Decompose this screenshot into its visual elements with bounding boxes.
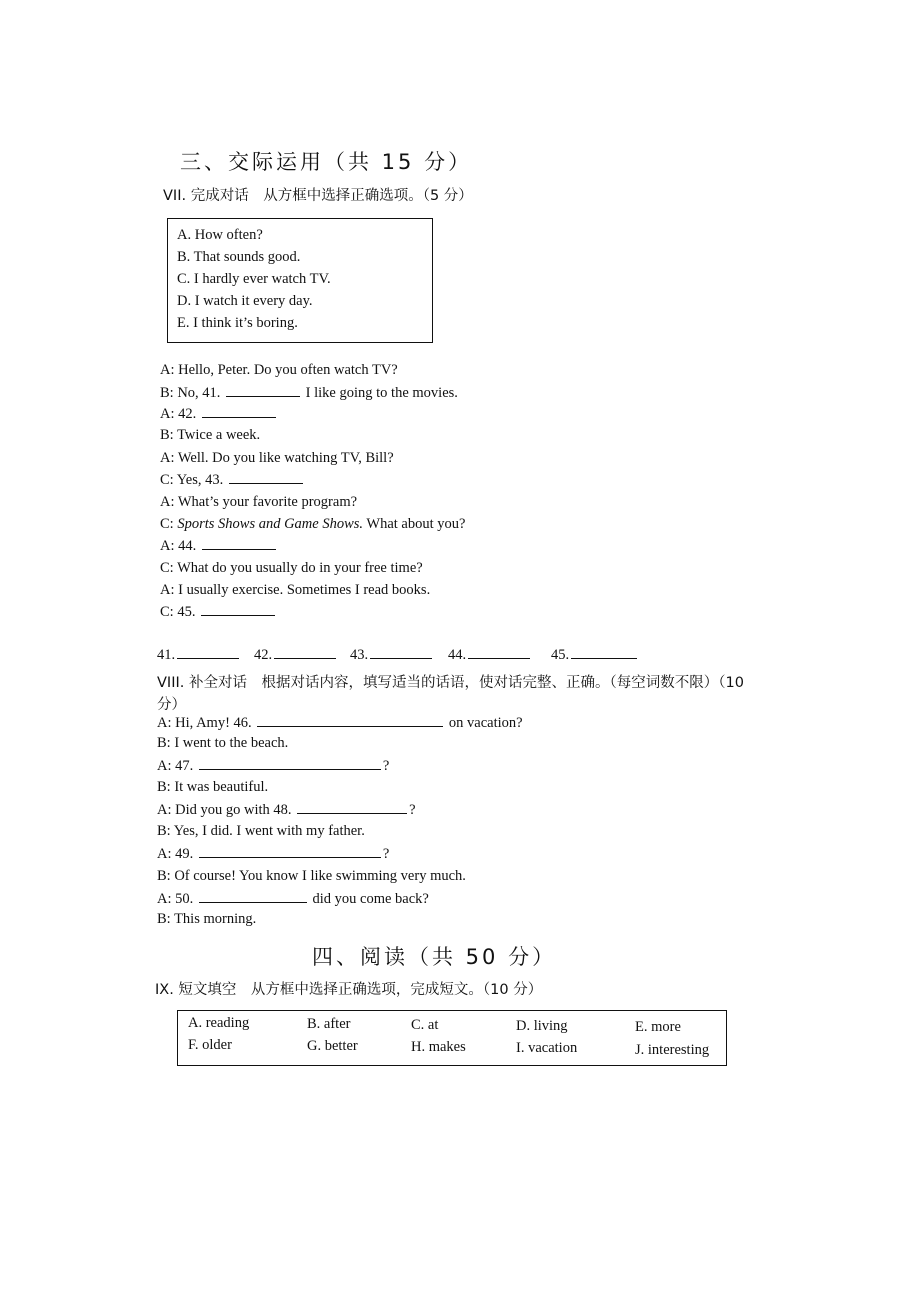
option-c: C. I hardly ever watch TV. [177, 271, 331, 287]
answer-slot-42: 42. [254, 646, 338, 664]
dialogue-line: B: I went to the beach. [157, 735, 289, 751]
answer-slot-43: 43. [350, 646, 434, 664]
answer-blank-41[interactable] [226, 384, 300, 397]
option-e: E. I think it’s boring. [177, 315, 298, 331]
option-b: B. That sounds good. [177, 249, 301, 265]
dialogue-line: A: 47. ? [157, 758, 390, 774]
part-7-options-box [167, 218, 433, 343]
answer-line-45[interactable] [571, 646, 637, 659]
word-option-c: C. at [411, 1017, 439, 1033]
dialogue-line: A: What’s your favorite program? [160, 494, 358, 510]
answer-blank-42[interactable] [202, 405, 276, 418]
dialogue-line: A: 44. [160, 537, 278, 555]
part-9-options-box [177, 1010, 727, 1066]
dialogue-line: B: Of course! You know I like swimming very much. [157, 868, 466, 884]
dialogue-line: B: Yes, I did. I went with my father. [157, 823, 365, 839]
option-a: A. How often? [177, 227, 263, 243]
dialogue-line: C: Sports Shows and Game Shows. What about you? [160, 516, 466, 532]
answer-blank-46[interactable] [257, 714, 443, 727]
dialogue-line: A: 42. [160, 405, 278, 423]
dialogue-line: A: Hello, Peter. Do you often watch TV? [160, 362, 398, 378]
word-option-b: B. after [307, 1016, 351, 1032]
program-names: Sports Shows and Game Shows. [177, 516, 364, 532]
section-4-heading: 四、阅读（共 50 分） [312, 945, 557, 969]
answer-line-44[interactable] [468, 646, 530, 659]
word-option-a: A. reading [188, 1015, 250, 1031]
dialogue-line: A: Well. Do you like watching TV, Bill? [160, 450, 394, 466]
word-option-h: H. makes [411, 1039, 466, 1055]
word-option-e: E. more [635, 1019, 681, 1035]
word-option-g: G. better [307, 1038, 358, 1054]
answer-line-42[interactable] [274, 646, 336, 659]
word-option-f: F. older [188, 1037, 232, 1053]
answer-blank-45[interactable] [201, 603, 275, 616]
dialogue-line: B: It was beautiful. [157, 779, 269, 795]
dialogue-line: A: Did you go with 48. ? [157, 802, 416, 818]
answer-blank-43[interactable] [229, 471, 303, 484]
answer-blank-50[interactable] [199, 890, 307, 903]
word-option-j: J. interesting [635, 1042, 710, 1058]
dialogue-line: C: 45. [160, 603, 277, 621]
answer-blank-47[interactable] [199, 757, 381, 770]
answer-line-43[interactable] [370, 646, 432, 659]
dialogue-line: A: I usually exercise. Sometimes I read books. [160, 582, 431, 598]
answer-slot-41: 41. [157, 646, 241, 664]
answer-slot-45: 45. [551, 646, 639, 664]
word-option-d: D. living [516, 1018, 568, 1034]
dialogue-line: C: What do you usually do in your free time? [160, 560, 423, 576]
section-3-heading: 三、交际运用（共 15 分） [180, 150, 473, 174]
dialogue-line: C: Yes, 43. [160, 471, 305, 489]
answer-slot-44: 44. [448, 646, 532, 664]
answer-blank-48[interactable] [297, 801, 407, 814]
part-9-instruction: IX. 短文填空 从方框中选择正确选项，完成短文。（10 分） [155, 982, 543, 998]
word-option-i: I. vacation [516, 1040, 578, 1056]
part-7-instruction: VII. 完成对话 从方框中选择正确选项。（5 分） [163, 188, 473, 204]
dialogue-line: B: Twice a week. [160, 427, 261, 443]
part-8-instruction: VIII. 补全对话 根据对话内容，填写适当的话语，使对话完整、正确。（每空词数不限）（10 分） [157, 675, 744, 713]
answer-blank-49[interactable] [199, 845, 381, 858]
dialogue-line: A: Hi, Amy! 46. on vacation? [157, 715, 523, 731]
answer-blank-44[interactable] [202, 537, 276, 550]
dialogue-line: B: No, 41. I like going to the movies. [160, 385, 458, 401]
answer-line-41[interactable] [177, 646, 239, 659]
dialogue-line: B: This morning. [157, 911, 257, 927]
option-d: D. I watch it every day. [177, 293, 313, 309]
dialogue-line: A: 49. ? [157, 846, 390, 862]
dialogue-line: A: 50. did you come back? [157, 891, 429, 907]
